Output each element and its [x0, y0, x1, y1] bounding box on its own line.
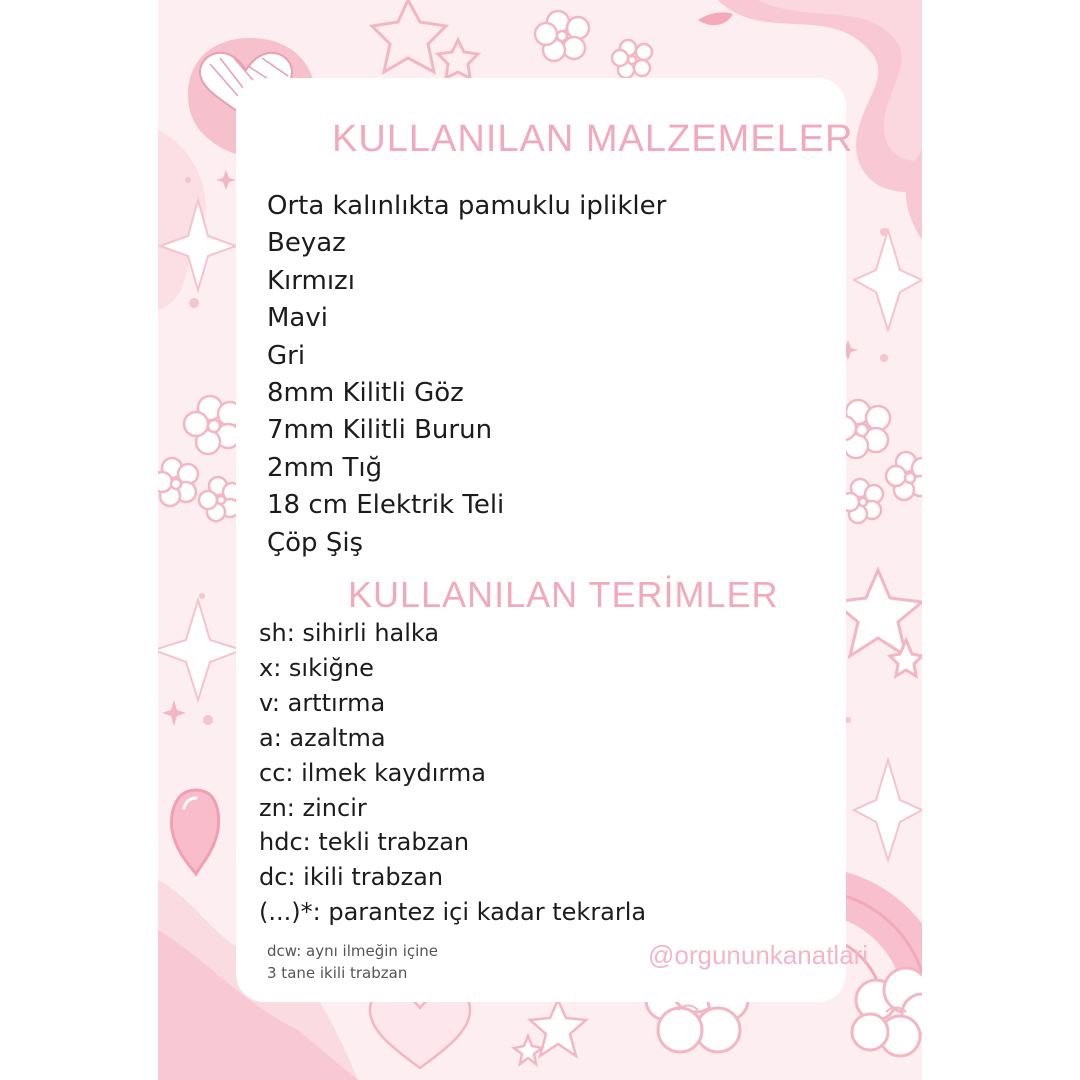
- terms-heading: KULLANILAN TERİMLER: [348, 574, 779, 615]
- terms-list: [259, 616, 646, 930]
- balloon-icon: [172, 790, 219, 874]
- materials-list: [267, 188, 666, 562]
- materials-item: Kırmızı: [267, 265, 355, 296]
- materials-item: Beyaz: [267, 228, 346, 259]
- poster: [158, 0, 922, 1080]
- terms-item: zn: zincir: [259, 793, 367, 822]
- terms-item: x: sıkiğne: [259, 653, 374, 682]
- terms-item: v: arttırma: [259, 688, 386, 717]
- dcw-note: dcw: aynı ilmeğin içine 3 tane ikili trabzan: [267, 942, 439, 982]
- social-handle: @orgununkanatlari: [648, 940, 869, 970]
- star-cluster-right: [834, 570, 922, 676]
- terms-item: sh: sihirli halka: [259, 619, 440, 647]
- materials-item: Mavi: [267, 303, 328, 334]
- materials-item: 18 cm Elektrik Teli: [267, 490, 505, 521]
- star-cluster-bottom: [514, 1000, 586, 1064]
- petal-drop: [698, 12, 733, 25]
- materials-item: 8mm Kilitli Göz: [267, 378, 464, 409]
- materials-item: Çöp Şiş: [267, 527, 364, 558]
- materials-item: 7mm Kilitli Burun: [267, 415, 493, 446]
- materials-item: 2mm Tığ: [267, 452, 383, 483]
- content-card: [236, 78, 869, 1002]
- terms-item: cc: ilmek kaydırma: [259, 758, 486, 787]
- terms-item: dc: ikili trabzan: [259, 863, 444, 892]
- terms-item: a: azaltma: [259, 723, 386, 752]
- materials-heading: KULLANILAN MALZEMELER: [332, 118, 854, 160]
- flower-cluster-left: [158, 396, 242, 521]
- terms-item: hdc: tekli trabzan: [259, 828, 470, 857]
- materials-item: Orta kalınlıkta pamuklu iplikler: [267, 191, 667, 221]
- star-icon: [372, 0, 478, 78]
- materials-item: Gri: [267, 340, 306, 371]
- terms-item: (...)*: parantez içi kadar tekrarla: [259, 898, 647, 927]
- flower-icon: [535, 11, 652, 78]
